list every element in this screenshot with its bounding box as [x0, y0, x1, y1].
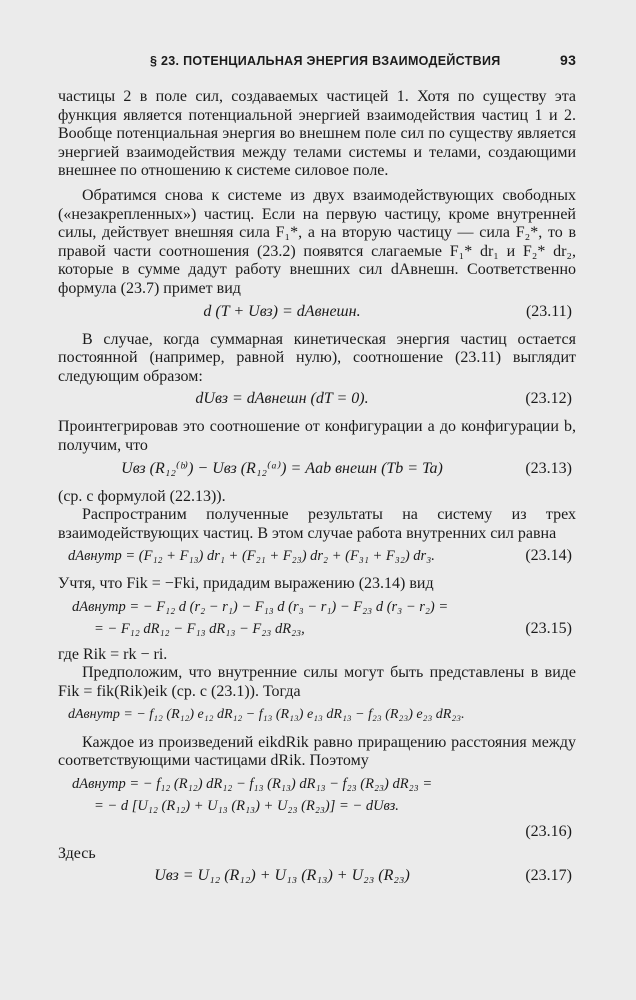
equation-unnumbered	[58, 706, 576, 730]
equation-number: (23.13)	[525, 459, 572, 477]
equation-formula: Uвз (R₁₂⁽ᵇ⁾) − Uвз (R₁₂⁽ᵃ⁾) = Aab внешн (Tb = Ta)	[121, 459, 443, 477]
paragraph-2: Обратимся снова к системе из двух взаимодействующих свободных («незакрепленных») частиц. Если на первую частицу, кроме внутренней силы, действует внешняя сила F₁*, а на вторую частицу — сила F₂*, то в правой части соотношения (23.2) появятся слагаемые F₁* dr₁ и F₂* dr₂, которые в сумме дадут работу внешних сил dAвнешн. Соответственно формула (23.7) примет вид	[58, 186, 576, 297]
running-header	[0, 52, 636, 72]
equation-formula: Uвз = U₁₂ (R₁₂) + U₁₃ (R₁₃) + U₂₃ (R₂₃)	[154, 867, 410, 885]
equation-formula: dUвз = dAвнешн (dT = 0).	[195, 390, 369, 408]
equation-23-16	[58, 775, 576, 819]
equation-line-2: = − F₁₂ dR₁₂ − F₁₃ dR₁₃ − F₂₃ dR₂₃,	[94, 620, 305, 637]
equation-23-14	[58, 547, 576, 571]
equation-23-15	[58, 598, 576, 642]
equation-23-12	[58, 390, 576, 414]
equation-number: (23.14)	[525, 547, 572, 565]
equation-number: (23.16)	[525, 822, 572, 840]
paragraph-9: Предположим, что внутренние силы могут быть представлены в виде Fik = fik(Rik)eik (ср. с (23.1)). Тогда	[58, 664, 576, 701]
equation-formula: dAвнутр = − f₁₂ (R₁₂) e₁₂ dR₁₂ − f₁₃ (R₁₃) e₁₃ dR₁₃ − f₂₃ (R₂₃) e₂₃ dR₂₃.	[68, 706, 465, 722]
paragraph-5: (ср. с формулой (22.13)).	[58, 487, 226, 505]
equation-number: (23.17)	[525, 867, 572, 885]
equation-23-17	[58, 867, 576, 891]
equation-23-11	[58, 303, 576, 327]
equation-line-2: = − d [U₁₂ (R₁₂) + U₁₃ (R₁₃) + U₂₃ (R₂₃)] = − dUвз.	[94, 797, 399, 814]
paragraph-8: где Rik = rk − ri.	[58, 645, 168, 663]
paragraph-3: В случае, когда суммарная кинетическая энергия частиц остается постоянной (например, равной нулю), соотношение (23.11) выглядит следующим образом:	[58, 330, 576, 385]
section-title: § 23. ПОТЕНЦИАЛЬНАЯ ЭНЕРГИЯ ВЗАИМОДЕЙСТВИЯ	[150, 54, 501, 68]
equation-number-row	[58, 823, 576, 845]
equation-formula: dAвнутр = (F₁₂ + F₁₃) dr₁ + (F₂₁ + F₂₃) dr₂ + (F₃₁ + F₃₂) dr₃.	[68, 548, 435, 565]
paragraph-6: Распространим полученные результаты на систему из трех взаимодействующих частиц. В этом случае работа внутренних сил равна	[58, 506, 576, 542]
paragraph-10: Каждое из произведений eikdRik равно приращению расстояния между соответствующими частицами dRik. Поэтому	[58, 733, 576, 770]
equation-number: (23.11)	[525, 302, 572, 320]
page-number: 93	[560, 52, 577, 68]
page-body	[58, 88, 576, 895]
equation-number: (23.12)	[525, 390, 572, 408]
equation-number: (23.15)	[525, 619, 572, 637]
paragraph-4: Проинтегрировав это соотношение от конфигурации a до конфигурации b, получим, что	[58, 418, 576, 454]
paragraph-1: частицы 2 в поле сил, создаваемых частицей 1. Хотя по существу эта функция является потенциальной энергией взаимодействия частиц 1 и 2. Вообще потенциальная энергия во внешнем поле сил по существу является энергией взаимодействия между телами системы и телами, создающими внешнее по отношению к системе силовое поле.	[58, 88, 576, 180]
equation-line-1: dAвнутр = − F₁₂ d (r₂ − r₁) − F₁₃ d (r₃ − r₁) − F₂₃ d (r₃ − r₂) =	[72, 598, 449, 615]
paragraph-11: Здесь	[58, 844, 96, 862]
equation-line-1: dAвнутр = − f₁₂ (R₁₂) dR₁₂ − f₁₃ (R₁₃) dR₁₃ − f₂₃ (R₂₃) dR₂₃ =	[72, 775, 433, 792]
equation-23-13	[58, 460, 576, 484]
equation-formula: d (T + Uвз) = dAвнешн.	[203, 302, 361, 320]
paragraph-7: Учтя, что Fik = −Fki, придадим выражению (23.14) вид	[58, 575, 434, 593]
